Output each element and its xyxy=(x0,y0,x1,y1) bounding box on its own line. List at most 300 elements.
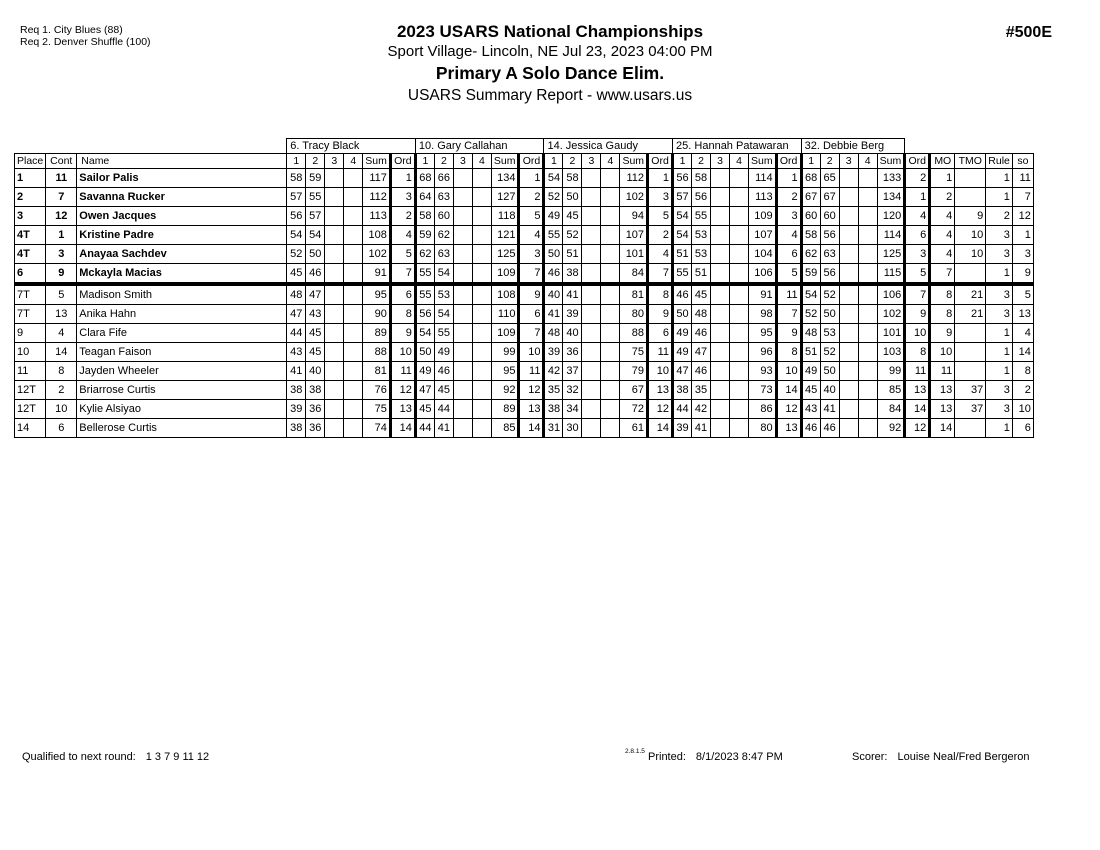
ordinal-cell: 8 xyxy=(905,343,930,362)
score-cell xyxy=(711,343,730,362)
ordinal-cell: 9 xyxy=(648,305,673,324)
sum-cell: 93 xyxy=(749,362,777,381)
score-cell xyxy=(344,324,363,343)
mo-cell: 14 xyxy=(930,419,955,438)
score-cell: 67 xyxy=(820,188,839,207)
score-cell xyxy=(453,419,472,438)
score-cell xyxy=(711,245,730,264)
sum-cell: 125 xyxy=(491,245,519,264)
score-cell xyxy=(711,400,730,419)
score-cell: 47 xyxy=(306,284,325,305)
sum-cell: 106 xyxy=(749,264,777,285)
sum-cell: 92 xyxy=(491,381,519,400)
table-row xyxy=(15,400,1034,419)
score-cell xyxy=(601,264,620,285)
score-cell xyxy=(730,343,749,362)
score-cell: 68 xyxy=(415,169,434,188)
score-cell xyxy=(453,284,472,305)
score-cell xyxy=(601,169,620,188)
header-ord: Ord xyxy=(519,154,544,169)
ordinal-cell: 8 xyxy=(648,284,673,305)
score-cell: 49 xyxy=(673,343,692,362)
ordinal-cell: 6 xyxy=(519,305,544,324)
score-cell: 56 xyxy=(820,264,839,285)
score-cell xyxy=(582,305,601,324)
rule-cell: 1 xyxy=(986,169,1013,188)
header-name: Name xyxy=(77,154,287,169)
score-cell: 56 xyxy=(692,188,711,207)
name-cell: Sailor Palis xyxy=(77,169,287,188)
score-cell xyxy=(344,362,363,381)
score-cell: 57 xyxy=(673,188,692,207)
score-cell: 55 xyxy=(544,226,563,245)
header-mo: MO xyxy=(930,154,955,169)
so-cell: 2 xyxy=(1012,381,1033,400)
score-cell xyxy=(453,188,472,207)
sum-cell: 79 xyxy=(620,362,648,381)
sum-cell: 101 xyxy=(620,245,648,264)
score-cell xyxy=(839,381,858,400)
score-cell xyxy=(325,207,344,226)
score-cell xyxy=(858,324,877,343)
ordinal-cell: 12 xyxy=(905,419,930,438)
score-cell xyxy=(730,324,749,343)
score-cell xyxy=(601,381,620,400)
header-score: 3 xyxy=(711,154,730,169)
score-cell xyxy=(344,188,363,207)
score-cell: 44 xyxy=(673,400,692,419)
rule-cell: 3 xyxy=(986,381,1013,400)
score-cell xyxy=(472,381,491,400)
sum-cell: 91 xyxy=(363,264,391,285)
mo-cell: 13 xyxy=(930,381,955,400)
sum-cell: 113 xyxy=(363,207,391,226)
score-cell: 40 xyxy=(306,362,325,381)
sum-cell: 114 xyxy=(877,226,905,245)
score-cell: 58 xyxy=(801,226,820,245)
name-cell: Bellerose Curtis xyxy=(77,419,287,438)
score-cell: 49 xyxy=(673,324,692,343)
score-cell: 49 xyxy=(434,343,453,362)
score-cell: 56 xyxy=(287,207,306,226)
sum-cell: 101 xyxy=(877,324,905,343)
tmo-cell xyxy=(955,264,986,285)
tmo-cell xyxy=(955,188,986,207)
championship-title: 2023 USARS National Championships xyxy=(396,22,704,41)
ordinal-cell: 4 xyxy=(390,226,415,245)
score-cell: 34 xyxy=(563,400,582,419)
ordinal-cell: 10 xyxy=(648,362,673,381)
sum-cell: 107 xyxy=(749,226,777,245)
score-cell xyxy=(711,169,730,188)
score-cell: 54 xyxy=(287,226,306,245)
sum-cell: 121 xyxy=(491,226,519,245)
so-cell: 10 xyxy=(1012,400,1033,419)
tmo-cell xyxy=(955,419,986,438)
score-cell: 54 xyxy=(801,284,820,305)
place-cell: 9 xyxy=(15,324,46,343)
sum-cell: 81 xyxy=(363,362,391,381)
score-cell: 57 xyxy=(287,188,306,207)
ordinal-cell: 1 xyxy=(519,169,544,188)
ordinal-cell: 10 xyxy=(905,324,930,343)
ordinal-cell: 4 xyxy=(519,226,544,245)
ordinal-cell: 4 xyxy=(648,245,673,264)
name-cell: Madison Smith xyxy=(77,284,287,305)
sum-cell: 117 xyxy=(363,169,391,188)
score-cell: 41 xyxy=(287,362,306,381)
ordinal-cell: 14 xyxy=(648,419,673,438)
sum-cell: 81 xyxy=(620,284,648,305)
score-cell xyxy=(711,264,730,285)
score-cell xyxy=(730,419,749,438)
ordinal-cell: 1 xyxy=(776,169,801,188)
score-cell: 45 xyxy=(306,324,325,343)
score-cell xyxy=(325,264,344,285)
score-cell xyxy=(453,245,472,264)
tmo-cell: 37 xyxy=(955,381,986,400)
so-cell: 9 xyxy=(1012,264,1033,285)
so-cell: 4 xyxy=(1012,324,1033,343)
score-cell xyxy=(730,207,749,226)
sum-cell: 113 xyxy=(749,188,777,207)
score-cell xyxy=(601,305,620,324)
score-cell: 55 xyxy=(306,188,325,207)
score-cell xyxy=(711,381,730,400)
ordinal-cell: 11 xyxy=(648,343,673,362)
ordinal-cell: 13 xyxy=(776,419,801,438)
score-cell xyxy=(472,305,491,324)
rule-cell: 3 xyxy=(986,400,1013,419)
score-cell xyxy=(858,400,877,419)
score-cell xyxy=(730,305,749,324)
sum-cell: 84 xyxy=(877,400,905,419)
header-score: 1 xyxy=(673,154,692,169)
cont-cell: 2 xyxy=(46,381,77,400)
header-place: Place xyxy=(15,154,46,169)
tmo-cell: 10 xyxy=(955,226,986,245)
score-cell: 36 xyxy=(563,343,582,362)
sum-cell: 90 xyxy=(363,305,391,324)
ordinal-cell: 7 xyxy=(905,284,930,305)
header-score: 4 xyxy=(858,154,877,169)
sum-cell: 115 xyxy=(877,264,905,285)
results-thead xyxy=(15,139,1034,169)
sum-cell: 86 xyxy=(749,400,777,419)
sum-cell: 72 xyxy=(620,400,648,419)
score-cell: 55 xyxy=(415,264,434,285)
report-type-line: USARS Summary Report - www.usars.us xyxy=(407,87,693,104)
place-cell: 2 xyxy=(15,188,46,207)
score-cell xyxy=(601,226,620,245)
score-cell xyxy=(711,305,730,324)
ordinal-cell: 5 xyxy=(776,264,801,285)
name-cell: Jayden Wheeler xyxy=(77,362,287,381)
ordinal-cell: 14 xyxy=(519,419,544,438)
score-cell: 30 xyxy=(563,419,582,438)
mo-cell: 10 xyxy=(930,343,955,362)
score-cell xyxy=(858,226,877,245)
cont-cell: 7 xyxy=(46,188,77,207)
score-cell xyxy=(582,264,601,285)
score-cell: 46 xyxy=(673,284,692,305)
score-cell xyxy=(472,207,491,226)
ordinal-cell: 8 xyxy=(776,343,801,362)
table-row xyxy=(15,245,1034,264)
header-score: 3 xyxy=(582,154,601,169)
score-cell: 50 xyxy=(673,305,692,324)
ordinal-cell: 7 xyxy=(519,264,544,285)
score-cell: 35 xyxy=(544,381,563,400)
table-row xyxy=(15,188,1034,207)
score-cell xyxy=(582,245,601,264)
ordinal-cell: 10 xyxy=(390,343,415,362)
score-cell xyxy=(858,284,877,305)
score-cell: 46 xyxy=(801,419,820,438)
sum-cell: 96 xyxy=(749,343,777,362)
sum-cell: 103 xyxy=(877,343,905,362)
sum-cell: 88 xyxy=(620,324,648,343)
header-tmo: TMO xyxy=(955,154,986,169)
place-cell: 12T xyxy=(15,381,46,400)
ordinal-cell: 3 xyxy=(905,245,930,264)
score-cell xyxy=(344,264,363,285)
judge-name-cell: 14. Jessica Gaudy xyxy=(544,139,673,154)
header-score: Sum xyxy=(491,154,519,169)
sum-cell: 108 xyxy=(363,226,391,245)
score-cell: 39 xyxy=(287,400,306,419)
sum-cell: 110 xyxy=(491,305,519,324)
score-cell xyxy=(344,226,363,245)
mo-cell: 2 xyxy=(930,188,955,207)
score-cell xyxy=(344,284,363,305)
score-cell xyxy=(839,284,858,305)
score-cell: 54 xyxy=(306,226,325,245)
score-cell: 62 xyxy=(801,245,820,264)
score-cell: 66 xyxy=(434,169,453,188)
score-cell xyxy=(325,188,344,207)
score-cell xyxy=(453,264,472,285)
score-cell: 60 xyxy=(820,207,839,226)
ordinal-cell: 2 xyxy=(776,188,801,207)
score-cell: 38 xyxy=(287,381,306,400)
score-cell: 52 xyxy=(563,226,582,245)
score-cell xyxy=(839,264,858,285)
score-cell xyxy=(582,343,601,362)
ordinal-cell: 13 xyxy=(648,381,673,400)
score-cell xyxy=(453,324,472,343)
rule-cell: 1 xyxy=(986,264,1013,285)
ordinal-cell: 11 xyxy=(776,284,801,305)
sum-cell: 102 xyxy=(620,188,648,207)
place-cell: 14 xyxy=(15,419,46,438)
rule-cell: 1 xyxy=(986,343,1013,362)
table-row xyxy=(15,207,1034,226)
score-cell: 62 xyxy=(415,245,434,264)
score-cell: 59 xyxy=(415,226,434,245)
sum-cell: 112 xyxy=(363,188,391,207)
header-score: 3 xyxy=(453,154,472,169)
ordinal-cell: 2 xyxy=(648,226,673,245)
rule-cell: 1 xyxy=(986,188,1013,207)
ordinal-cell: 12 xyxy=(519,381,544,400)
score-cell: 38 xyxy=(287,419,306,438)
judge-name-cell: 6. Tracy Black xyxy=(287,139,416,154)
score-cell: 52 xyxy=(820,343,839,362)
name-cell: Kristine Padre xyxy=(77,226,287,245)
score-cell xyxy=(453,343,472,362)
score-cell: 63 xyxy=(434,245,453,264)
header-score: 3 xyxy=(839,154,858,169)
header-score: 4 xyxy=(730,154,749,169)
header-score: 2 xyxy=(306,154,325,169)
score-cell: 50 xyxy=(820,362,839,381)
ordinal-cell: 12 xyxy=(648,400,673,419)
score-cell xyxy=(839,305,858,324)
score-cell: 52 xyxy=(544,188,563,207)
score-cell xyxy=(858,305,877,324)
score-cell: 45 xyxy=(692,284,711,305)
cont-cell: 13 xyxy=(46,305,77,324)
sum-cell: 92 xyxy=(877,419,905,438)
sum-cell: 104 xyxy=(749,245,777,264)
score-cell: 32 xyxy=(563,381,582,400)
tmo-cell xyxy=(955,169,986,188)
score-cell xyxy=(858,207,877,226)
score-cell xyxy=(601,284,620,305)
sum-cell: 61 xyxy=(620,419,648,438)
name-cell: Anayaa Sachdev xyxy=(77,245,287,264)
report-title-block xyxy=(0,21,1100,107)
score-cell: 42 xyxy=(544,362,563,381)
cont-cell: 5 xyxy=(46,284,77,305)
score-cell: 39 xyxy=(673,419,692,438)
ordinal-cell: 3 xyxy=(776,207,801,226)
so-cell: 7 xyxy=(1012,188,1033,207)
cont-cell: 9 xyxy=(46,264,77,285)
score-cell: 54 xyxy=(673,207,692,226)
rule-cell: 3 xyxy=(986,245,1013,264)
so-cell: 14 xyxy=(1012,343,1033,362)
score-cell xyxy=(472,400,491,419)
score-cell xyxy=(601,400,620,419)
sum-cell: 80 xyxy=(749,419,777,438)
score-cell: 38 xyxy=(544,400,563,419)
score-cell: 56 xyxy=(415,305,434,324)
score-cell xyxy=(472,284,491,305)
ordinal-cell: 14 xyxy=(776,381,801,400)
score-cell: 51 xyxy=(692,264,711,285)
cont-cell: 10 xyxy=(46,400,77,419)
sum-cell: 95 xyxy=(749,324,777,343)
score-cell xyxy=(730,226,749,245)
score-cell xyxy=(839,419,858,438)
sum-cell: 89 xyxy=(491,400,519,419)
tmo-cell: 10 xyxy=(955,245,986,264)
score-cell xyxy=(839,207,858,226)
header-score: 1 xyxy=(544,154,563,169)
score-cell: 49 xyxy=(801,362,820,381)
sum-cell: 120 xyxy=(877,207,905,226)
score-cell: 58 xyxy=(563,169,582,188)
score-cell: 50 xyxy=(563,188,582,207)
score-cell: 48 xyxy=(287,284,306,305)
req-dance-2: Req 2. Denver Shuffle (100) xyxy=(20,36,151,48)
cont-cell: 11 xyxy=(46,169,77,188)
header-score: Sum xyxy=(620,154,648,169)
scorer-line xyxy=(852,751,1030,763)
sum-cell: 109 xyxy=(491,324,519,343)
ordinal-cell: 6 xyxy=(905,226,930,245)
score-cell: 47 xyxy=(287,305,306,324)
table-row xyxy=(15,343,1034,362)
score-cell: 49 xyxy=(544,207,563,226)
sum-cell: 85 xyxy=(877,381,905,400)
score-cell: 46 xyxy=(544,264,563,285)
place-cell: 10 xyxy=(15,343,46,362)
ordinal-cell: 12 xyxy=(390,381,415,400)
sum-cell: 106 xyxy=(877,284,905,305)
ordinal-cell: 3 xyxy=(519,245,544,264)
sum-cell: 102 xyxy=(363,245,391,264)
ordinal-cell: 8 xyxy=(390,305,415,324)
sum-cell: 125 xyxy=(877,245,905,264)
venue-date-line: Sport Village- Lincoln, NE Jul 23, 2023 04:00 PM xyxy=(387,43,713,60)
score-cell: 35 xyxy=(692,381,711,400)
score-cell: 63 xyxy=(820,245,839,264)
rule-cell: 1 xyxy=(986,362,1013,381)
scorer-value: Louise Neal/Fred Bergeron xyxy=(897,751,1030,763)
score-cell: 48 xyxy=(801,324,820,343)
sum-cell: 89 xyxy=(363,324,391,343)
score-cell xyxy=(472,188,491,207)
score-cell xyxy=(325,400,344,419)
score-cell: 43 xyxy=(306,305,325,324)
score-cell: 47 xyxy=(415,381,434,400)
header-ord: Ord xyxy=(648,154,673,169)
score-cell: 58 xyxy=(287,169,306,188)
score-cell: 52 xyxy=(820,284,839,305)
printed-label: Printed: xyxy=(648,751,686,763)
score-cell xyxy=(472,362,491,381)
tmo-cell xyxy=(955,362,986,381)
score-cell: 48 xyxy=(692,305,711,324)
sum-cell: 84 xyxy=(620,264,648,285)
ordinal-cell: 13 xyxy=(519,400,544,419)
sum-cell: 75 xyxy=(620,343,648,362)
score-cell: 57 xyxy=(306,207,325,226)
score-cell xyxy=(711,324,730,343)
score-cell xyxy=(839,226,858,245)
column-header-row xyxy=(15,154,1034,169)
ordinal-cell: 10 xyxy=(519,343,544,362)
qualified-label: Qualified to next round: xyxy=(22,751,136,763)
score-cell xyxy=(472,226,491,245)
score-cell xyxy=(325,343,344,362)
score-cell: 50 xyxy=(415,343,434,362)
score-cell: 63 xyxy=(434,188,453,207)
tmo-cell xyxy=(955,343,986,362)
score-cell xyxy=(839,188,858,207)
table-row xyxy=(15,419,1034,438)
ordinal-cell: 2 xyxy=(905,169,930,188)
header-score: 4 xyxy=(601,154,620,169)
score-cell: 54 xyxy=(673,226,692,245)
ordinal-cell: 3 xyxy=(390,188,415,207)
score-cell xyxy=(858,169,877,188)
name-cell: Savanna Rucker xyxy=(77,188,287,207)
score-cell: 62 xyxy=(434,226,453,245)
